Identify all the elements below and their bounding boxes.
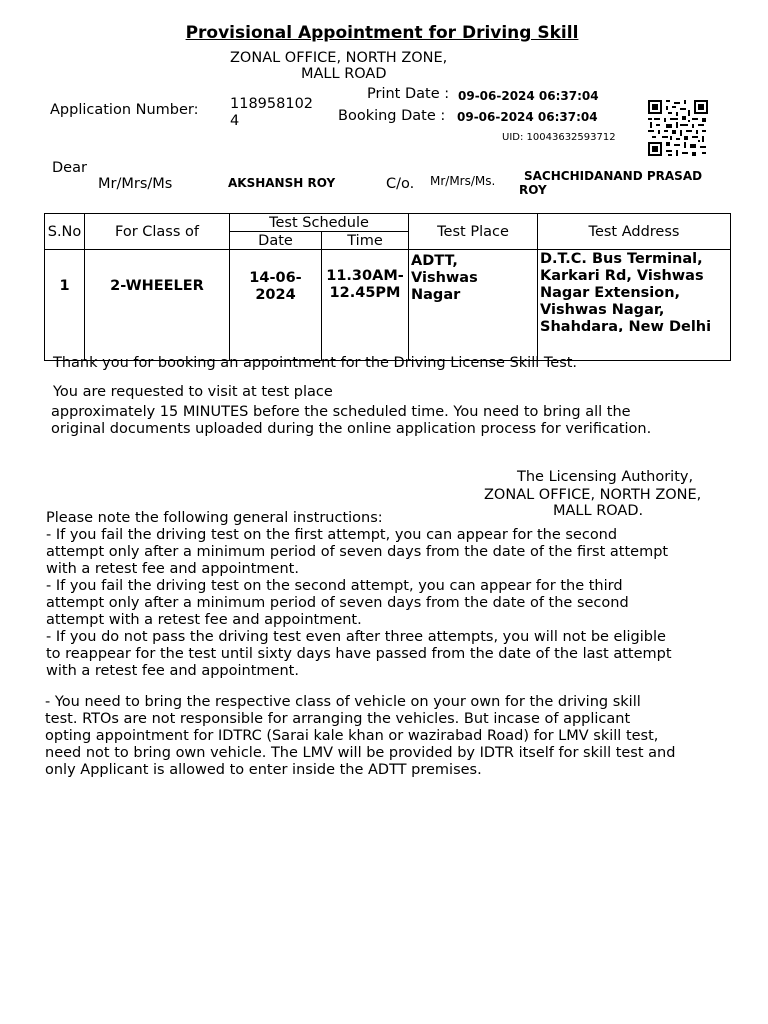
cell-time-line-2: 12.45PM	[329, 285, 401, 301]
cell-date-line-1: 14-06-	[249, 270, 302, 286]
instruction-3-line-2: to reappear for the test until sixty days have passed from the date of the last attempt	[46, 646, 672, 662]
print-date-value: 09-06-2024 06:37:04	[458, 89, 599, 103]
instruction-4-line-2: test. RTOs are not responsible for arranging the vehicles. But incase of applicant	[45, 711, 631, 727]
office-line-1: ZONAL OFFICE, NORTH ZONE,	[230, 50, 448, 66]
cell-place-line-1: ADTT,	[411, 253, 458, 269]
application-number-line-2: 4	[230, 113, 240, 129]
instruction-4-line-3: opting appointment for IDTRC (Sarai kale khan or wazirabad Road) for LMV skill test,	[45, 728, 659, 744]
care-of-label: C/o.	[386, 176, 415, 192]
instruction-4-line-5: only Applicant is allowed to enter inside the ADTT premises.	[45, 762, 482, 778]
care-of-name-line-2: ROY	[519, 183, 547, 197]
instruction-3-line-1: - If you do not pass the driving test even after three attempts, you will not be eligible	[46, 629, 666, 645]
page-title: Provisional Appointment for Driving Skill	[185, 23, 579, 43]
instruction-2-line-3: attempt with a retest fee and appointment.	[46, 612, 362, 628]
cell-time-line-1: 11.30AM-	[326, 268, 404, 284]
authority-line-1: The Licensing Authority,	[517, 469, 694, 485]
cell-place-line-3: Nagar	[411, 287, 461, 303]
cell-address-line-3: Nagar Extension,	[540, 285, 681, 301]
visit-line-1: You are requested to visit at test place	[53, 384, 333, 400]
cell-address-line-5: Shahdara, New Delhi	[540, 319, 712, 332]
cell-place-line-2: Vishwas	[411, 270, 478, 286]
instruction-2-line-2: attempt only after a minimum period of seven days from the date of the second	[46, 595, 629, 611]
instruction-1-line-3: with a retest fee and appointment.	[46, 561, 299, 577]
authority-line-2: ZONAL OFFICE, NORTH ZONE,	[484, 487, 702, 503]
header-time: Time	[322, 232, 409, 250]
cell-test-address	[538, 250, 731, 361]
visit-line-2: approximately 15 MINUTES before the scheduled time. You need to bring all the	[51, 404, 631, 420]
header-test-address: Test Address	[538, 214, 731, 250]
booking-date-label: Booking Date :	[338, 108, 446, 124]
header-test-schedule: Test Schedule	[230, 214, 409, 232]
cell-address-line-4: Vishwas Nagar,	[540, 302, 665, 318]
print-date-label: Print Date :	[367, 86, 450, 102]
header-test-place: Test Place	[409, 214, 538, 250]
authority-line-3: MALL ROAD.	[553, 503, 644, 519]
booking-date-value: 09-06-2024 06:37:04	[457, 110, 598, 124]
cell-address-line-1: D.T.C. Bus Terminal,	[540, 251, 703, 267]
header-sno: S.No	[45, 214, 85, 250]
instruction-4-line-1: - You need to bring the respective class of vehicle on your own for the driving skill	[45, 694, 641, 710]
cell-date-line-2: 2024	[255, 287, 296, 303]
dear-label: Dear	[52, 160, 87, 176]
instruction-1-line-1: - If you fail the driving test on the first attempt, you can appear for the second	[46, 527, 618, 543]
care-of-name-line-1: SACHCHIDANAND PRASAD	[524, 169, 703, 183]
applicant-name: AKSHANSH ROY	[228, 176, 336, 190]
salutation-label: Mr/Mrs/Ms	[98, 176, 173, 192]
cell-sno: 1	[45, 250, 85, 361]
visit-line-3: original documents uploaded during the online application process for verification.	[51, 421, 652, 437]
table-row	[45, 250, 731, 361]
instruction-4-line-4: need not to bring own vehicle. The LMV will be provided by IDTR itself for skill test and	[45, 745, 676, 761]
cell-class: 2-WHEELER	[85, 250, 230, 361]
header-date: Date	[230, 232, 322, 250]
care-of-salutation: Mr/Mrs/Ms.	[430, 174, 496, 188]
application-number-line-1: 118958102	[230, 96, 314, 112]
test-schedule-table	[44, 213, 731, 361]
cell-address-line-2: Karkari Rd, Vishwas	[540, 268, 704, 284]
instruction-1-line-2: attempt only after a minimum period of seven days from the date of the first attempt	[46, 544, 669, 560]
instruction-2-line-1: - If you fail the driving test on the second attempt, you can appear for the third	[46, 578, 623, 594]
cell-test-place	[409, 250, 538, 361]
thanks-text: Thank you for booking an appointment for the Driving License Skill Test.	[53, 355, 578, 371]
cell-date	[230, 250, 322, 361]
application-label: Application Number:	[50, 102, 199, 118]
qr-code-icon	[648, 100, 708, 156]
office-line-2: MALL ROAD	[301, 66, 387, 82]
cell-time	[322, 250, 409, 361]
uid-text: UID: 10043632593712	[502, 132, 616, 143]
header-class: For Class of	[85, 214, 230, 250]
instructions-heading: Please note the following general instructions:	[46, 510, 383, 526]
instruction-3-line-3: with a retest fee and appointment.	[46, 663, 299, 679]
